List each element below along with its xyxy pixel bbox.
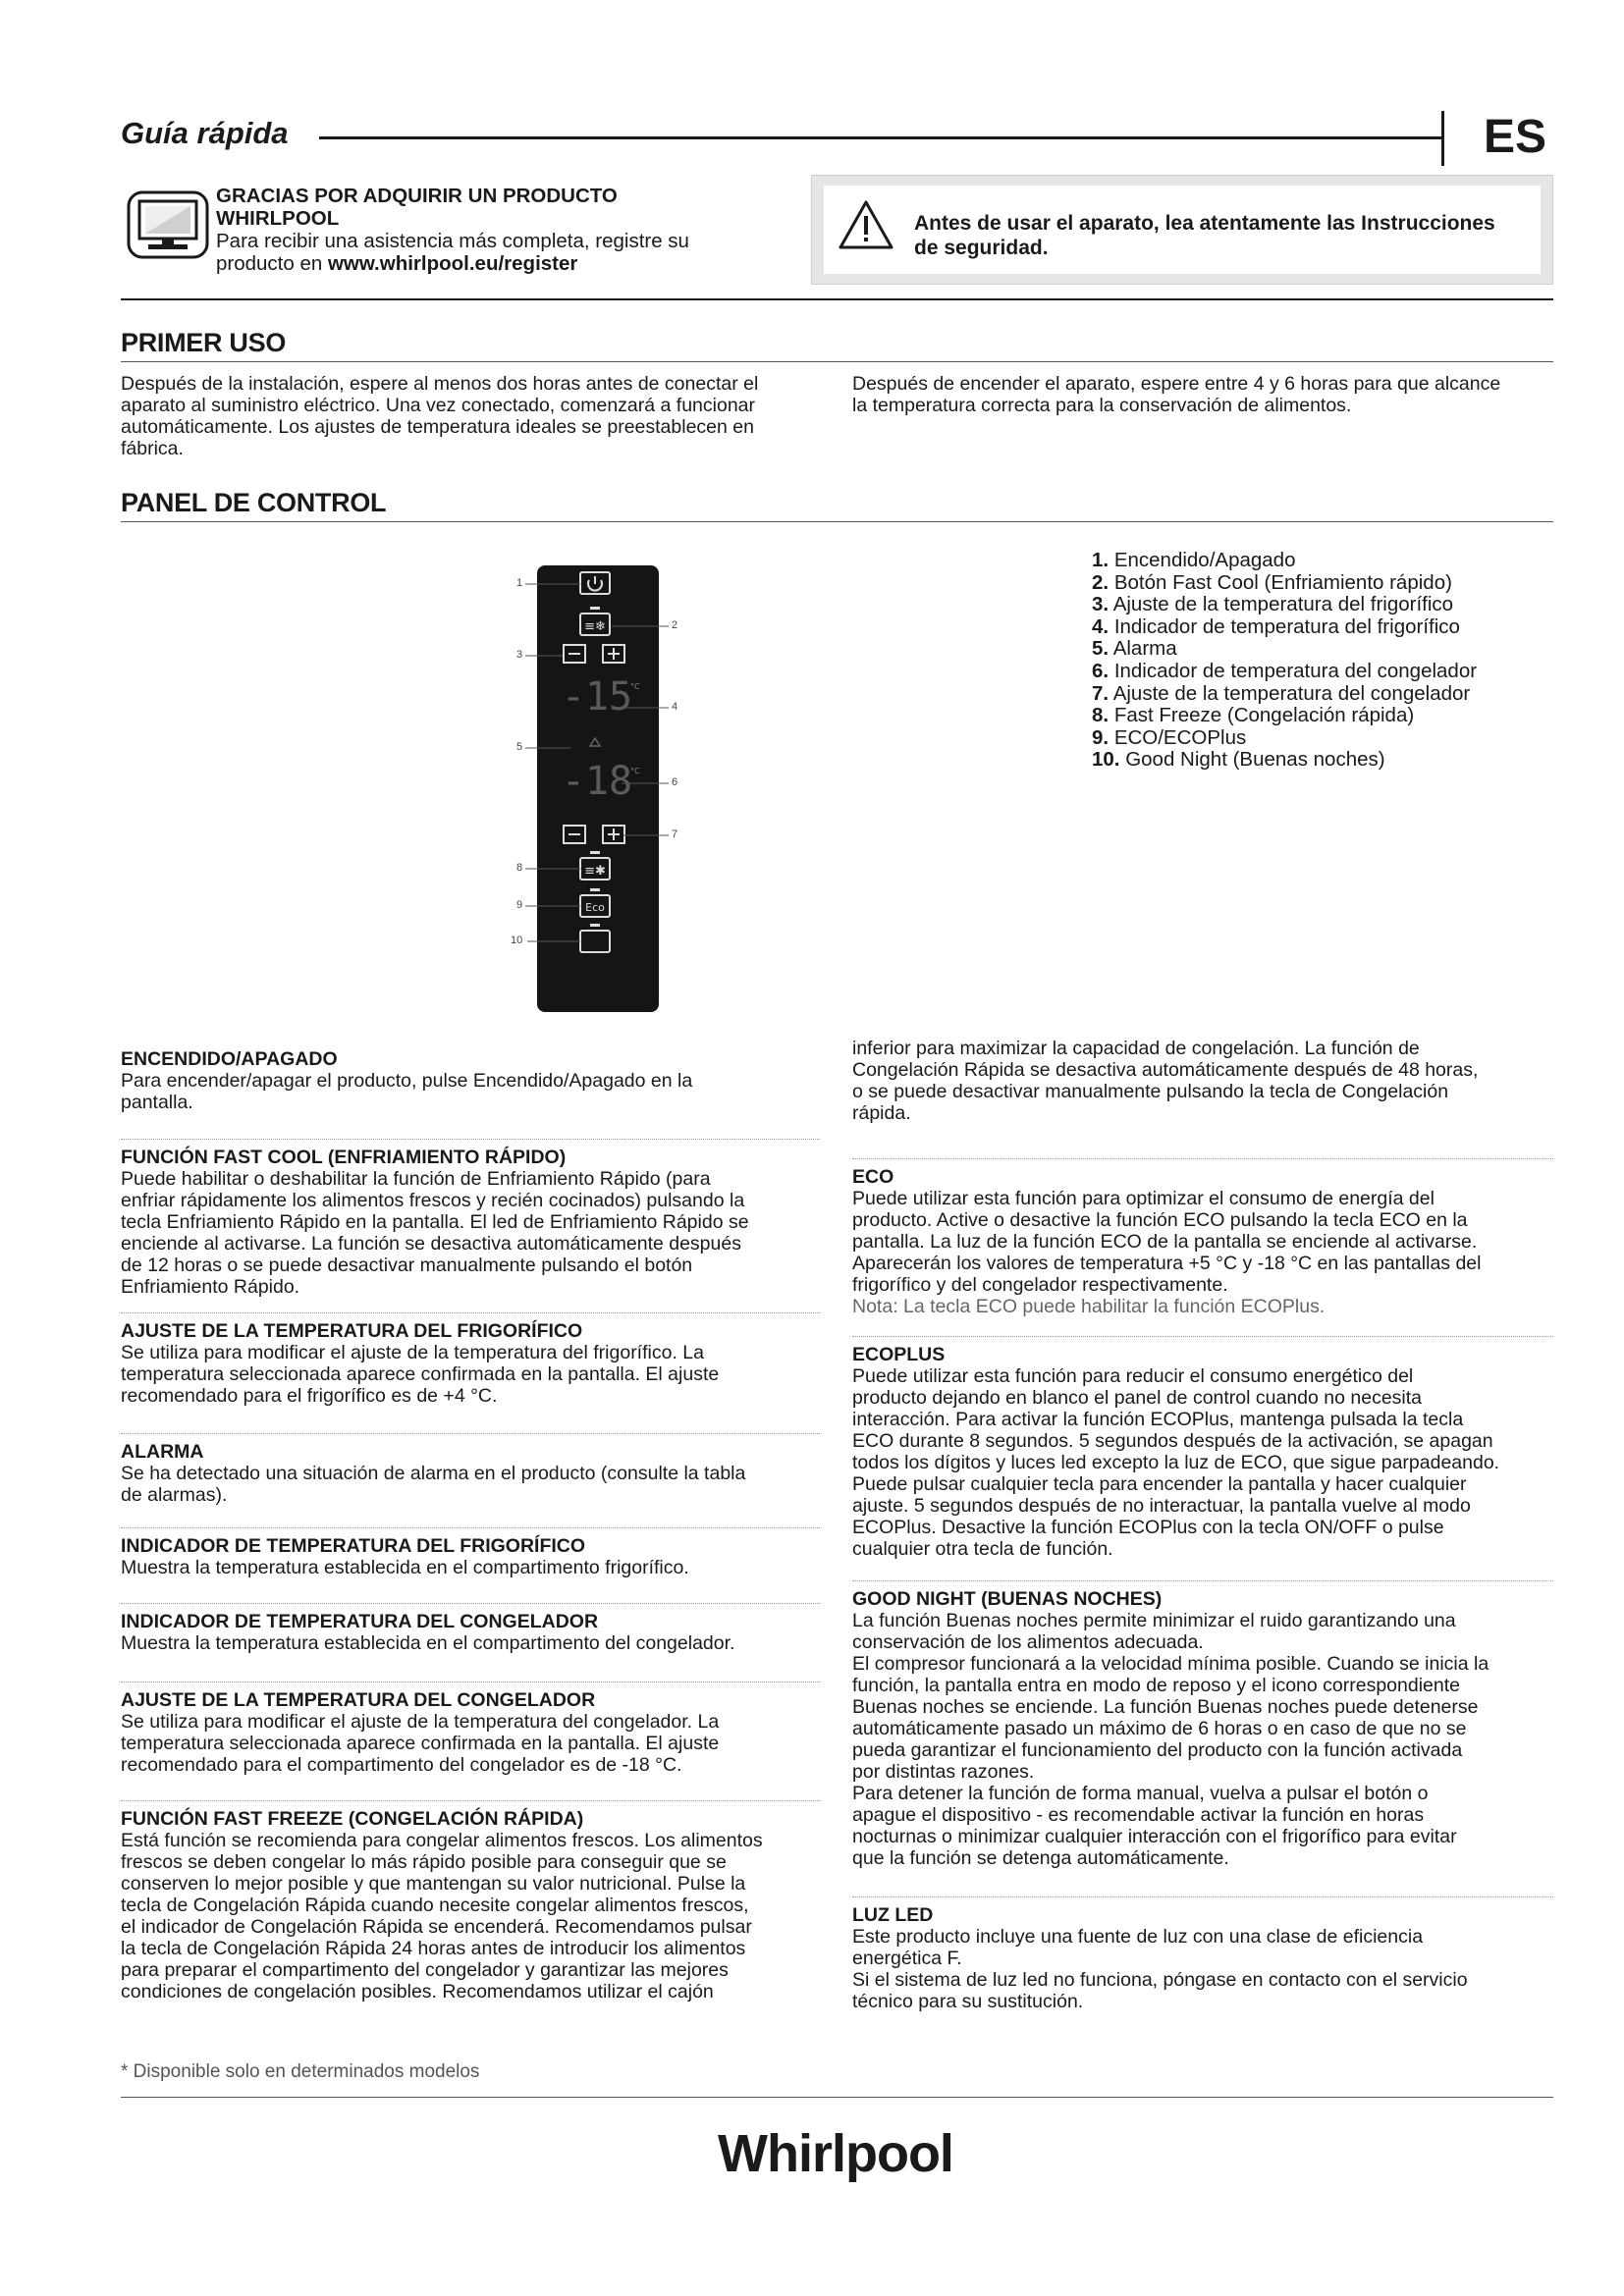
text-line: interacción. Para activar la función ECOPlus, mantenga pulsada la tecla [852,1409,1464,1430]
section-heading: ENCENDIDO/APAGADO [121,1048,338,1070]
section-rule [121,361,1553,362]
registration-title-1: GRACIAS POR ADQUIRIR UN PRODUCTO [216,185,618,207]
dotted-divider [121,1312,820,1313]
fridge-display-digits: -15 [561,674,633,720]
text-line: Se ha detectado una situación de alarma en el producto (consulte la tabla [121,1463,746,1484]
text-line: producto dejando en blanco el panel de control cuando no necesita [852,1387,1423,1409]
text-line: Después de la instalación, espere al menos dos horas antes de conectar el [121,373,759,395]
callout-10: 10 [511,934,523,946]
legend-item: 1. Encendido/Apagado [1092,549,1296,571]
callout-4: 4 [672,701,678,713]
divider [121,298,1553,300]
callout-7: 7 [672,828,678,840]
primer-uso-left [121,373,828,459]
section-left-sections-5 [121,1611,828,1654]
text-line: ECOPlus. Desactive la función ECOPlus con la tecla ON/OFF o pulse [852,1517,1444,1538]
text-line: para preparar el compartimento del congelador y garantizar las mejores [121,1959,729,1981]
text-line: ECO durante 8 segundos. 5 segundos después de la activación, se apagan [852,1430,1493,1452]
freezer-unit: °C [630,767,640,775]
text-line: Se utiliza para modificar el ajuste de la temperatura del frigorífico. La [121,1342,704,1363]
legend-item: 8. Fast Freeze (Congelación rápida) [1092,704,1415,727]
legend-item: 7. Ajuste de la temperatura del congelador [1092,681,1471,705]
text-line: automáticamente pasado un máximo de 6 horas o en caso de que no se [852,1718,1467,1739]
section-title-primer-uso: PRIMER USO [121,328,287,357]
page-title: Guía rápida [121,116,289,150]
section-heading: ALARMA [121,1441,204,1463]
registration-text-2: producto en [216,252,328,275]
callout-6: 6 [672,776,678,788]
text-line: La función Buenas noches permite minimizar el ruido garantizando una [852,1610,1456,1631]
safety-warning-text [914,211,1523,260]
legend-item: 6. Indicador de temperatura del congelador [1092,659,1478,682]
section-left-sections-0 [121,1048,828,1113]
dotted-divider [852,1580,1553,1581]
language-code: ES [1484,111,1547,163]
section-rule [121,521,1553,522]
section-left-sections-7 [121,1808,828,2002]
panel-legend [1092,550,1477,772]
text-line: Puede habilitar o deshabilitar la función de Enfriamiento Rápido (para [121,1168,711,1190]
dotted-divider [121,1527,820,1528]
text-line: inferior para maximizar la capacidad de congelación. La función de [852,1038,1420,1059]
footnote: * Disponible solo en determinados modelos [121,2061,480,2082]
section-heading: FUNCIÓN FAST FREEZE (CONGELACIÓN RÁPIDA) [121,1808,584,1830]
safety-warning-box [811,175,1553,285]
text-line: de alarmas). [121,1484,228,1506]
section-right-sections-4 [852,1904,1559,2012]
text-line: o se puede desactivar manualmente pulsando la tecla de Congelación [852,1081,1449,1102]
monitor-book-icon [127,190,209,261]
text-line: producto. Active o desactive la función ECO pulsando la tecla ECO en la [852,1209,1468,1231]
warning-line-1: Antes de usar el aparato, lea atentamente las Instrucciones [914,212,1495,235]
text-line: condiciones de congelación posibles. Recomendamos utilizar el cajón [121,1981,714,2002]
registration-url[interactable]: www.whirlpool.eu/register [327,252,578,275]
text-line: ajuste. 5 segundos después de no interactuar, la pantalla vuelve al modo [852,1495,1471,1517]
text-line: Aparecerán los valores de temperatura +5 °C y -18 °C en las pantallas del [852,1253,1482,1274]
text-line: la tecla de Congelación Rápida 24 horas antes de introducir los alimentos [121,1938,746,1959]
section-heading: INDICADOR DE TEMPERATURA DEL CONGELADOR [121,1611,599,1632]
text-line: técnico para su sustitución. [852,1991,1084,2012]
text-line: Se utiliza para modificar el ajuste de la temperatura del congelador. La [121,1711,720,1733]
text-line: aparato al suministro eléctrico. Una vez conectado, comenzará a funcionar [121,395,756,416]
text-line: Está función se recomienda para congelar alimentos frescos. Los alimentos [121,1830,763,1851]
text-line: Para detener la función de forma manual, vuelva a pulsar el botón o [852,1783,1429,1804]
section-left-sections-1 [121,1147,828,1298]
text-line: recomendado para el frigorífico es de +4 °C. [121,1385,498,1407]
text-line: Muestra la temperatura establecida en el compartimento frigorífico. [121,1557,689,1578]
registration-text-1: Para recibir una asistencia más completa, registre su [216,230,689,252]
text-line: la temperatura correcta para la conservación de alimentos. [852,395,1352,416]
dotted-divider [852,1158,1553,1159]
section-heading: LUZ LED [852,1904,934,1926]
text-line: energética F. [852,1948,962,1969]
text-line: pantalla. [121,1092,193,1113]
callout-3: 3 [516,649,523,661]
text-line: conserven lo mejor posible y que mantengan su valor nutricional. Pulse la [121,1873,746,1895]
text-line: pantalla. La luz de la función ECO de la pantalla se enciende al activarse. [852,1231,1478,1253]
callout-8: 8 [516,862,523,874]
legend-item: 5. Alarma [1092,637,1177,661]
section-heading: INDICADOR DE TEMPERATURA DEL FRIGORÍFICO [121,1535,586,1557]
section-left-sections-3 [121,1441,828,1506]
text-line: rápida. [852,1102,911,1124]
text-line: temperatura seleccionada aparece confirmada en la pantalla. El ajuste [121,1363,720,1385]
dotted-divider [121,1139,820,1140]
legend-item: 2. Botón Fast Cool (Enfriamiento rápido) [1092,570,1452,594]
text-line: de 12 horas o se puede desactivar manualmente pulsando el botón [121,1255,693,1276]
text-line: fábrica. [121,438,184,459]
warning-triangle-icon [838,199,894,250]
section-heading: ECOPLUS [852,1344,946,1365]
legend-item: 10. Good Night (Buenas noches) [1092,748,1385,772]
section-left-sections-4 [121,1535,828,1578]
svg-text:≡✱: ≡✱ [584,864,606,879]
text-line: el indicador de Congelación Rápida se encenderá. Recomendamos pulsar [121,1916,752,1938]
text-line: El compresor funcionará a la velocidad mínima posible. Cuando se inicia la [852,1653,1489,1675]
text-line: recomendado para el compartimento del congelador es de -18 °C. [121,1754,682,1776]
brand-name: Whirlpool [718,2124,953,2183]
section-right-sections-1 [852,1166,1559,1317]
text-line: Congelación Rápida se desactiva automáticamente después de 48 horas, [852,1059,1479,1081]
header-rule-end [1441,111,1444,166]
fridge-unit: °C [630,682,640,691]
section-title-panel-control: PANEL DE CONTROL [121,488,387,517]
text-line: enciende al activarse. La función se desactiva automáticamente después [121,1233,741,1255]
footer-rule [121,2097,1553,2098]
note-text: Nota: La tecla ECO puede habilitar la función ECOPlus. [852,1296,1326,1317]
text-line: temperatura seleccionada aparece confirmada en la pantalla. El ajuste [121,1733,720,1754]
callout-5: 5 [516,741,523,753]
section-heading: GOOD NIGHT (BUENAS NOCHES) [852,1588,1163,1610]
text-line: Si el sistema de luz led no funciona, póngase en contacto con el servicio [852,1969,1468,1991]
dotted-divider [852,1896,1553,1897]
section-left-sections-6 [121,1689,828,1776]
text-line: Puede utilizar esta función para reducir el consumo energético del [852,1365,1414,1387]
section-right-sections-0 [852,1038,1559,1124]
registration-title-2: WHIRLPOOL [216,207,340,230]
text-line: Este producto incluye una fuente de luz con una clase de eficiencia [852,1926,1424,1948]
dotted-divider [121,1800,820,1801]
text-line: Puede utilizar esta función para optimizar el consumo de energía del [852,1188,1435,1209]
section-heading: AJUSTE DE LA TEMPERATURA DEL FRIGORÍFICO [121,1320,583,1342]
text-line: tecla Enfriamiento Rápido en la pantalla. El led de Enfriamiento Rápido se [121,1211,749,1233]
section-heading: AJUSTE DE LA TEMPERATURA DEL CONGELADOR [121,1689,596,1711]
text-line: conservación de los alimentos adecuada. [852,1631,1204,1653]
legend-item: 4. Indicador de temperatura del frigorífico [1092,614,1460,638]
dotted-divider [852,1336,1553,1337]
text-line: Enfriamiento Rápido. [121,1276,300,1298]
text-line: que la función se detenga automáticamente. [852,1847,1229,1869]
legend-item: 3. Ajuste de la temperatura del frigorífico [1092,593,1454,616]
freezer-display-digits: -18 [561,759,633,804]
eco-label: Eco [585,901,605,914]
section-right-sections-3 [852,1588,1559,1869]
text-line: Muestra la temperatura establecida en el compartimento del congelador. [121,1632,735,1654]
text-line: automáticamente. Los ajustes de temperatura ideales se preestablecen en [121,416,754,438]
callout-1: 1 [516,577,523,589]
section-left-sections-2 [121,1320,828,1407]
whirlpool-logo [710,2110,965,2199]
section-heading: FUNCIÓN FAST COOL (ENFRIAMIENTO RÁPIDO) [121,1147,567,1168]
text-line: función, la pantalla entra en modo de reposo y el icono correspondiente [852,1675,1460,1696]
text-line: cualquier otra tecla de función. [852,1538,1113,1560]
svg-text:≡❄: ≡❄ [584,619,606,634]
text-line: tecla de Congelación Rápida cuando necesite congelar alimentos frescos, [121,1895,749,1916]
section-right-sections-2 [852,1344,1559,1560]
registration-notice [216,185,766,275]
text-line: pueda garantizar el funcionamiento del producto con la función activada [852,1739,1463,1761]
warning-line-2: de seguridad. [914,237,1049,259]
callout-9: 9 [516,899,523,911]
legend-item: 9. ECO/ECOPlus [1092,725,1247,749]
section-heading: ECO [852,1166,894,1188]
text-line: enfriar rápidamente los alimentos frescos y recién cocinados) pulsando la [121,1190,745,1211]
text-line: por distintas razones. [852,1761,1035,1783]
text-line: Después de encender el aparato, espere entre 4 y 6 horas para que alcance [852,373,1501,395]
callout-2: 2 [672,619,678,631]
text-line: todos los dígitos y luces led excepto la luz de ECO, que sigue parpadeando. [852,1452,1500,1473]
primer-uso-right [852,373,1559,416]
panel-callouts [506,565,692,958]
dotted-divider [121,1603,820,1604]
text-line: Puede pulsar cualquier tecla para encender la pantalla y hacer cualquier [852,1473,1467,1495]
text-line: nocturnas o minimizar cualquier interacción con el frigorífico para evitar [852,1826,1457,1847]
text-line: frigorífico y del congelador respectivamente. [852,1274,1228,1296]
dotted-divider [121,1433,820,1434]
text-line: apague el dispositivo - es recomendable activar la función en horas [852,1804,1425,1826]
text-line: Buenas noches se enciende. La función Buenas noches puede detenerse [852,1696,1479,1718]
text-line: Para encender/apagar el producto, pulse Encendido/Apagado en la [121,1070,693,1092]
header-rule [319,136,1443,139]
text-line: frescos se deben congelar lo más rápido posible para conseguir que se [121,1851,727,1873]
